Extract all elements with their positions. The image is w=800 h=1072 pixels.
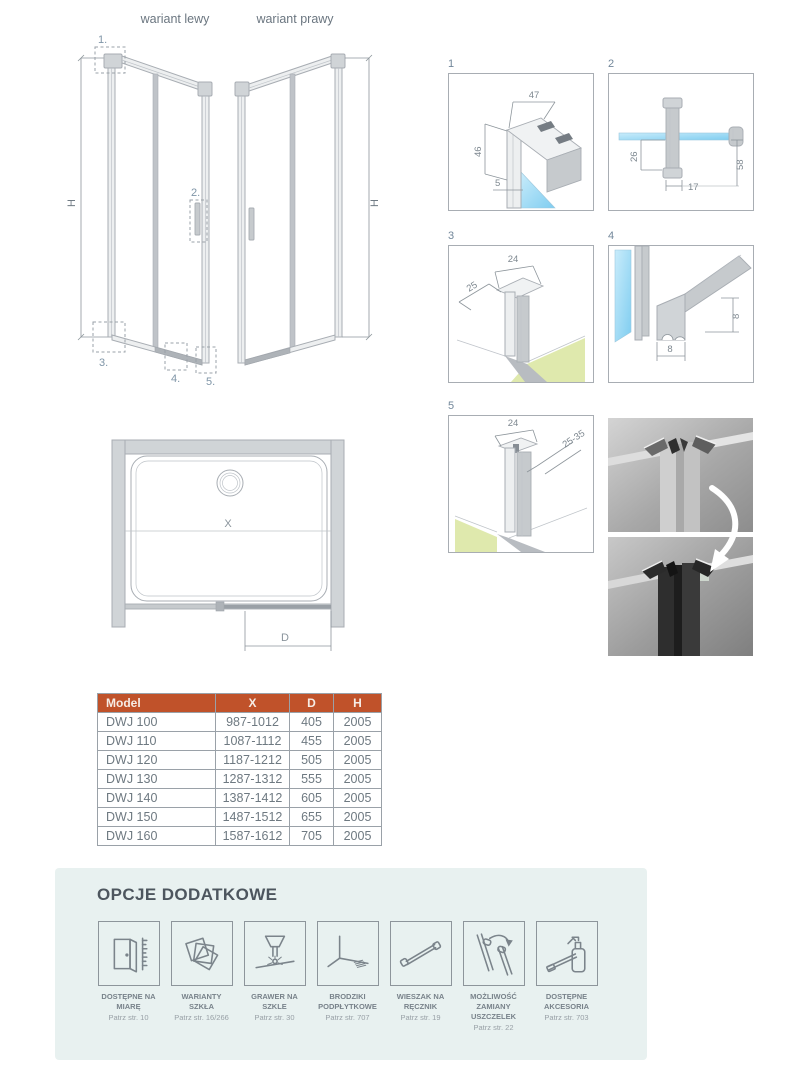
under-tile-tray-icon: [325, 931, 371, 977]
model-cell: DWJ 150: [98, 808, 216, 827]
option-label: MOŻLIWOŚĆ ZAMIANY USZCZELEK: [470, 992, 517, 1022]
detail-2-dim-height: 58: [735, 159, 746, 170]
top-view-width-label: X: [224, 518, 232, 530]
option-glass-variants: [170, 921, 233, 1032]
option-label: GRAWER NA SZKLE: [251, 992, 298, 1012]
top-view-door-label: D: [281, 632, 289, 644]
swap-arrow-icon: [696, 482, 762, 578]
detail-5-box: [448, 415, 594, 553]
option-page-ref: Patrz str. 10: [108, 1013, 149, 1023]
model-cell: DWJ 110: [98, 732, 216, 751]
table-row: DWJ 150 1487-1512 655 2005: [98, 808, 382, 827]
additional-options-panel: [55, 868, 647, 1060]
detail-5-dim-width: 24: [507, 418, 519, 429]
option-label: WIESZAK NA RĘCZNIK: [396, 992, 445, 1012]
option-page-ref: Patrz str. 16/266: [174, 1013, 229, 1023]
option-icon-box: [463, 921, 525, 986]
model-cell: DWJ 120: [98, 751, 216, 770]
detail-5-drawing: [449, 416, 593, 552]
callout-4: 4.: [171, 373, 181, 385]
option-icon-box: [390, 921, 452, 986]
right-variant-drawing: [235, 54, 345, 365]
option-page-ref: Patrz str. 707: [325, 1013, 370, 1023]
top-view-drawing: [95, 425, 351, 660]
detail-5-number: 5: [448, 400, 455, 412]
left-variant-drawing: [93, 34, 216, 388]
detail-2-box: [608, 73, 754, 211]
callout-1: 1.: [98, 34, 108, 46]
callout-2: 2.: [191, 187, 201, 199]
detail-4-number: 4: [608, 230, 615, 242]
height-dim-left: H: [66, 199, 78, 207]
model-cell: DWJ 100: [98, 713, 216, 732]
detail-1-dim-offset: 5: [495, 178, 501, 189]
glass-engraving-icon: [252, 931, 298, 977]
option-icon-box: [536, 921, 598, 986]
detail-3-box: [448, 245, 594, 383]
detail-1-drawing: [449, 74, 593, 210]
model-cell: DWJ 130: [98, 770, 216, 789]
option-icon-box: [98, 921, 160, 986]
option-under-tile-trays: [316, 921, 379, 1032]
option-label: WARIANTY SZKŁA: [181, 992, 222, 1012]
header-d: D: [290, 694, 334, 713]
seal-replacement-icon: [471, 931, 517, 977]
detail-2-dim-drop: 26: [629, 151, 640, 162]
header-model: Model: [98, 694, 216, 713]
detail-1-dim-height: 46: [473, 146, 484, 157]
option-icon-box: [317, 921, 379, 986]
option-icon-box: [171, 921, 233, 986]
option-label: BRODZIKI PODPŁYTKOWE: [318, 992, 377, 1012]
detail-2-drawing: [609, 74, 753, 210]
door-variants-drawing: [55, 30, 395, 395]
option-page-ref: Patrz str. 703: [544, 1013, 589, 1023]
dimensions-table: [97, 693, 382, 846]
option-accessories: [535, 921, 598, 1032]
detail-4-box: [608, 245, 754, 383]
detail-1-box: [448, 73, 594, 211]
table-row: DWJ 130 1287-1312 555 2005: [98, 770, 382, 789]
options-row: [97, 921, 598, 1032]
detail-5-dim-range: 25-35: [560, 428, 588, 451]
detail-3-dim-depth: 25: [464, 279, 480, 295]
left-variant-label: wariant lewy: [140, 12, 210, 26]
detail-1-dim-width: 47: [528, 90, 540, 101]
option-page-ref: Patrz str. 22: [473, 1023, 514, 1033]
model-cell: DWJ 160: [98, 827, 216, 846]
detail-4-dim-width: 8: [667, 344, 673, 355]
header-h: H: [334, 694, 382, 713]
detail-2-number: 2: [608, 58, 615, 70]
option-label: DOSTĘPNE AKCESORIA: [543, 992, 589, 1012]
callout-3: 3.: [99, 357, 109, 369]
option-page-ref: Patrz str. 19: [400, 1013, 441, 1023]
table-header-row: [98, 694, 382, 713]
table-row: DWJ 160 1587-1612 705 2005: [98, 827, 382, 846]
detail-4-drawing: [609, 246, 753, 382]
callout-5: 5.: [206, 376, 216, 388]
door-measure-icon: [106, 931, 152, 977]
option-custom-size: [97, 921, 160, 1032]
option-label: DOSTĘPNE NA MIARĘ: [101, 992, 156, 1012]
accessories-icon: [544, 931, 590, 977]
detail-1-number: 1: [448, 58, 455, 70]
table-row: DWJ 100 987-1012 405 2005: [98, 713, 382, 732]
option-page-ref: Patrz str. 30: [254, 1013, 295, 1023]
option-glass-engraving: [243, 921, 306, 1032]
options-title: OPCJE DODATKOWE: [97, 885, 278, 904]
detail-3-number: 3: [448, 230, 455, 242]
glass-variants-icon: [179, 931, 225, 977]
height-dim-right: H: [369, 199, 381, 207]
option-icon-box: [244, 921, 306, 986]
table-row: DWJ 120 1187-1212 505 2005: [98, 751, 382, 770]
table-row: DWJ 110 1087-1112 455 2005: [98, 732, 382, 751]
detail-2-dim-width: 17: [688, 182, 699, 193]
detail-3-drawing: [449, 246, 593, 382]
option-towel-hanger: [389, 921, 452, 1032]
towel-hanger-icon: [398, 931, 444, 977]
right-variant-label: wariant prawy: [256, 12, 334, 26]
table-row: DWJ 140 1387-1412 605 2005: [98, 789, 382, 808]
detail-3-dim-width: 24: [507, 254, 519, 265]
detail-4-dim-height: 8: [731, 313, 742, 319]
option-seal-replacement: [462, 921, 525, 1032]
header-x: X: [216, 694, 290, 713]
model-cell: DWJ 140: [98, 789, 216, 808]
